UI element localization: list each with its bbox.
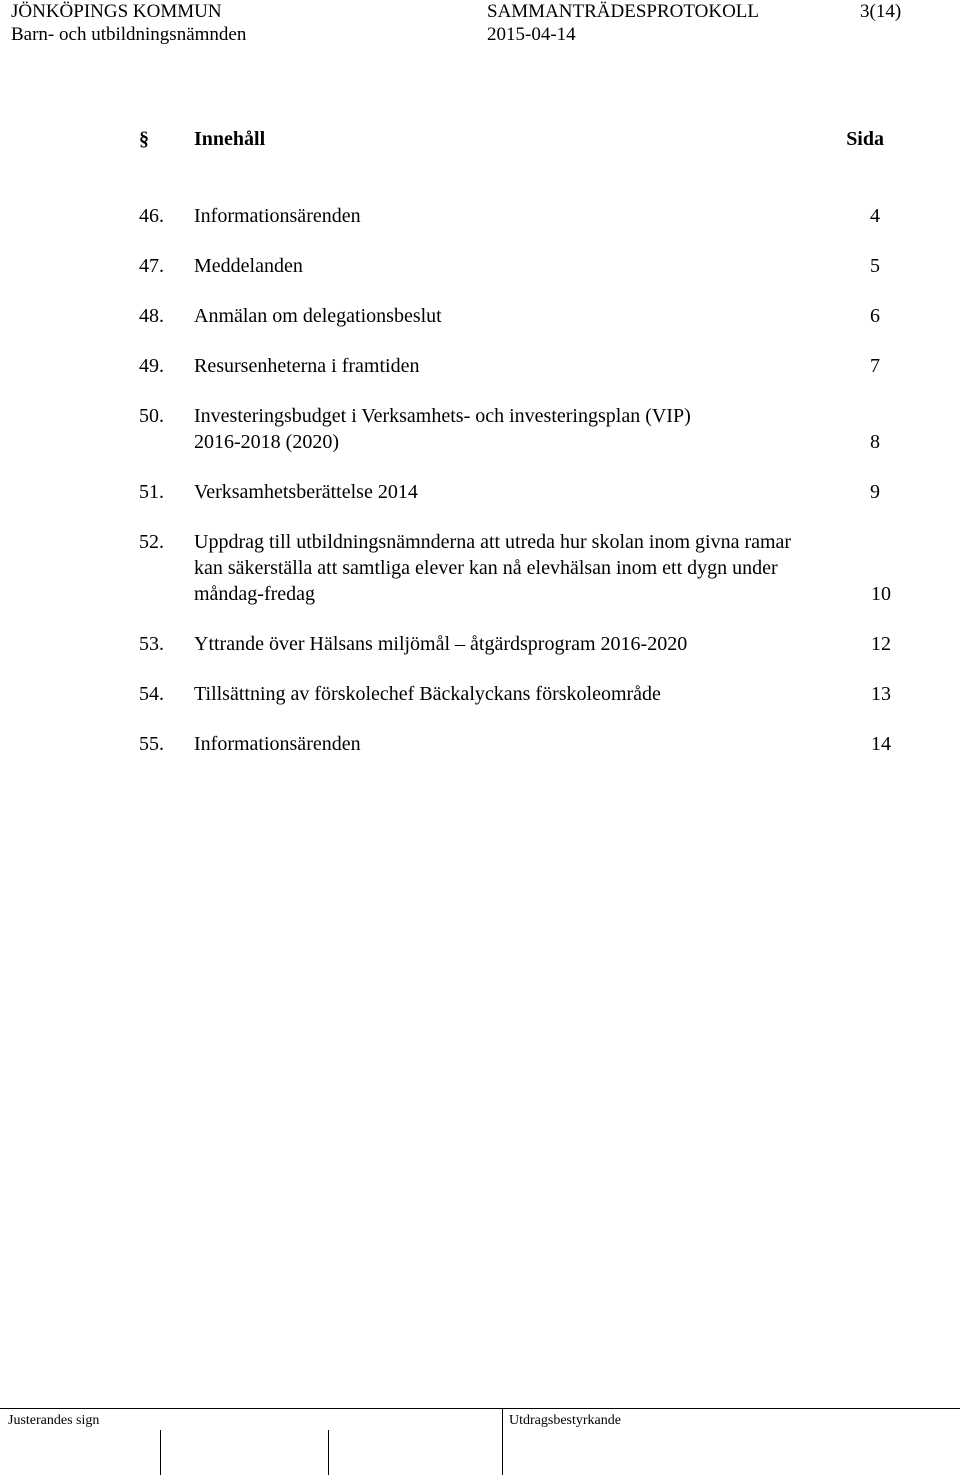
toc-item-page: 7 [870,355,880,377]
toc-item-page: 6 [870,305,880,327]
toc-item-number: 46. [139,205,164,227]
toc-item-title: Meddelanden [194,255,303,277]
toc-item-page: 8 [870,431,880,453]
toc-item-page: 13 [871,683,891,705]
toc-item-title-continued: 2016-2018 (2020) [194,431,339,453]
footer-justerandes-sign-label: Justerandes sign [8,1413,100,1428]
toc-item-title: Investeringsbudget i Verksamhets- och investeringsplan (VIP) [194,405,691,427]
footer-top-rule [0,1408,960,1409]
footer-utdragsbestyrkande-label: Utdragsbestyrkande [509,1413,621,1428]
toc-page-heading: Sida [846,128,884,150]
toc-item-title-continued: kan säkerställa att samtliga elever kan nå elevhälsan inom ett dygn under [194,557,778,579]
toc-item-number: 52. [139,531,164,553]
toc-item-page: 4 [870,205,880,227]
toc-item-number: 49. [139,355,164,377]
board-name: Barn- och utbildningsnämnden [11,24,247,45]
toc-item-title: Informationsärenden [194,733,361,755]
toc-item-page: 12 [871,633,891,655]
toc-item-number: 47. [139,255,164,277]
toc-heading: Innehåll [194,128,266,150]
toc-item-page: 9 [870,481,880,503]
toc-item-number: 53. [139,633,164,655]
toc-item-title-continued: måndag-fredag [194,583,316,605]
meeting-date: 2015-04-14 [487,24,576,45]
section-symbol: § [139,128,149,150]
toc-item-number: 50. [139,405,164,427]
toc-item-page: 5 [870,255,880,277]
toc-item-number: 48. [139,305,164,327]
toc-item-title: Anmälan om delegationsbeslut [194,305,442,327]
toc-item-title: Resursenheterna i framtiden [194,355,420,377]
municipality-name: JÖNKÖPINGS KOMMUN [11,1,222,22]
toc-item-number: 54. [139,683,164,705]
toc-item-number: 55. [139,733,164,755]
toc-item-number: 51. [139,481,164,503]
toc-item-title: Uppdrag till utbildningsnämnderna att utreda hur skolan inom givna ramar [194,531,792,553]
toc-item-title: Informationsärenden [194,205,361,227]
signature-box-divider [328,1430,329,1475]
toc-item-page: 14 [871,733,891,755]
toc-item-title: Yttrande över Hälsans miljömål – åtgärdsprogram 2016-2020 [194,633,688,655]
toc-item-page: 10 [871,583,891,605]
toc-item-title: Verksamhetsberättelse 2014 [194,481,418,503]
signature-box-divider [502,1409,503,1475]
signature-box-divider [160,1430,161,1475]
toc-item-title: Tillsättning av förskolechef Bäckalyckans förskoleområde [194,683,661,705]
page-number: 3(14) [860,1,902,22]
document-type: SAMMANTRÄDESPROTOKOLL [487,1,760,22]
